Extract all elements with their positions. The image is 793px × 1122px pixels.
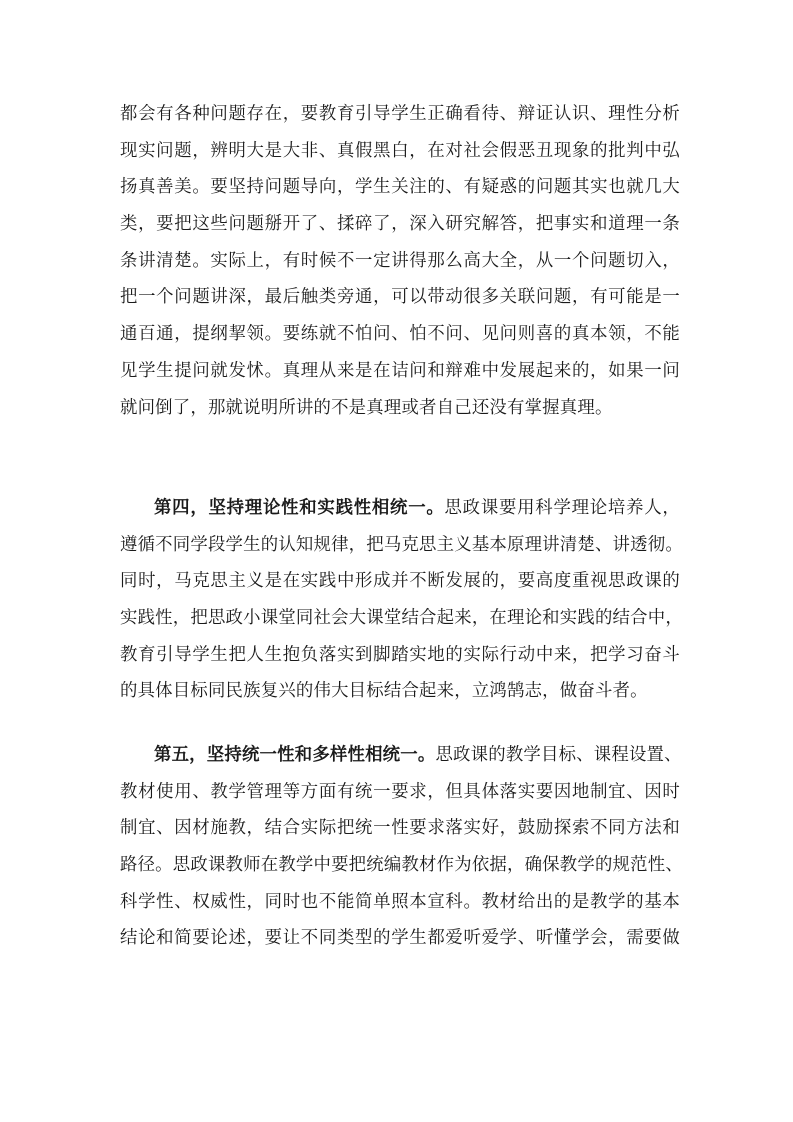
paragraph-problem-guidance: [120, 96, 680, 426]
text-line: 教育引导学生把人生抱负落实到脚踏实地的实际行动中来，把学习奋斗: [120, 644, 680, 665]
paragraph-fifth-principle: [120, 737, 683, 957]
text-line: 结论和简要论述，要让不同类型的学生都爱听爱学、听懂学会，需要做: [120, 928, 680, 949]
text-line: 路径。思政课教师在教学中要把统编教材作为依据，确保教学的规范性、: [120, 855, 683, 876]
text-line: [120, 737, 680, 774]
text-line: 条讲清楚。实际上，有时候不一定讲得那么高大全，从一个问题切入，: [120, 250, 680, 271]
section-heading: 第五，坚持统一性和多样性相统一。: [154, 745, 436, 765]
text-line: 现实问题，辨明大是大非、真假黑白，在对社会假恶丑现象的批判中弘: [120, 140, 680, 161]
text-line: 见学生提问就发怵。真理从来是在诘问和辩难中发展起来的，如果一问: [120, 360, 680, 381]
text-line: 扬真善美。要坚持问题导向，学生关注的、有疑惑的问题其实也就几大: [120, 177, 680, 198]
text-span: 思政课要用科学理论培养人，: [444, 498, 680, 518]
text-line: 遵循不同学段学生的认知规律，把马克思主义基本原理讲清楚、讲透彻。: [120, 534, 683, 555]
text-line: 教材使用、教学管理等方面有统一要求，但具体落实要因地制宜、因时: [120, 781, 680, 802]
text-line: 的具体目标同民族复兴的伟大目标结合起来，立鸿鹄志，做奋斗者。: [120, 681, 648, 702]
text-span: 思政课的教学目标、课程设置、: [435, 745, 682, 765]
text-line: 都会有各种问题存在，要教育引导学生正确看待、辩证认识、理性分析: [120, 104, 680, 124]
text-line: 同时，马克思主义是在实践中形成并不断发展的，要高度重视思政课的: [120, 571, 680, 592]
section-heading: 第四，坚持理论性和实践性相统一。: [154, 498, 445, 518]
text-line: 实践性，把思政小课堂同社会大课堂结合起来，在理论和实践的结合中，: [120, 608, 683, 629]
text-line: 制宜、因材施教，结合实际把统一性要求落实好，鼓励探索不同方法和: [120, 818, 680, 839]
text-line: 科学性、权威性，同时也不能简单照本宣科。教材给出的是教学的基本: [120, 891, 680, 912]
text-line: 类，要把这些问题掰开了、揉碎了，深入研究解答，把事实和道理一条: [120, 214, 680, 235]
text-line: 把一个问题讲深，最后触类旁通，可以带动很多关联问题，有可能是一: [120, 287, 680, 308]
paragraph-fourth-principle: [120, 490, 683, 710]
text-line: [120, 490, 680, 527]
text-line: 就问倒了，那就说明所讲的不是真理或者自己还没有掌握真理。: [120, 397, 613, 418]
text-line: 通百通，提纲挈领。要练就不怕问、怕不问、见问则喜的真本领，不能: [120, 324, 680, 345]
